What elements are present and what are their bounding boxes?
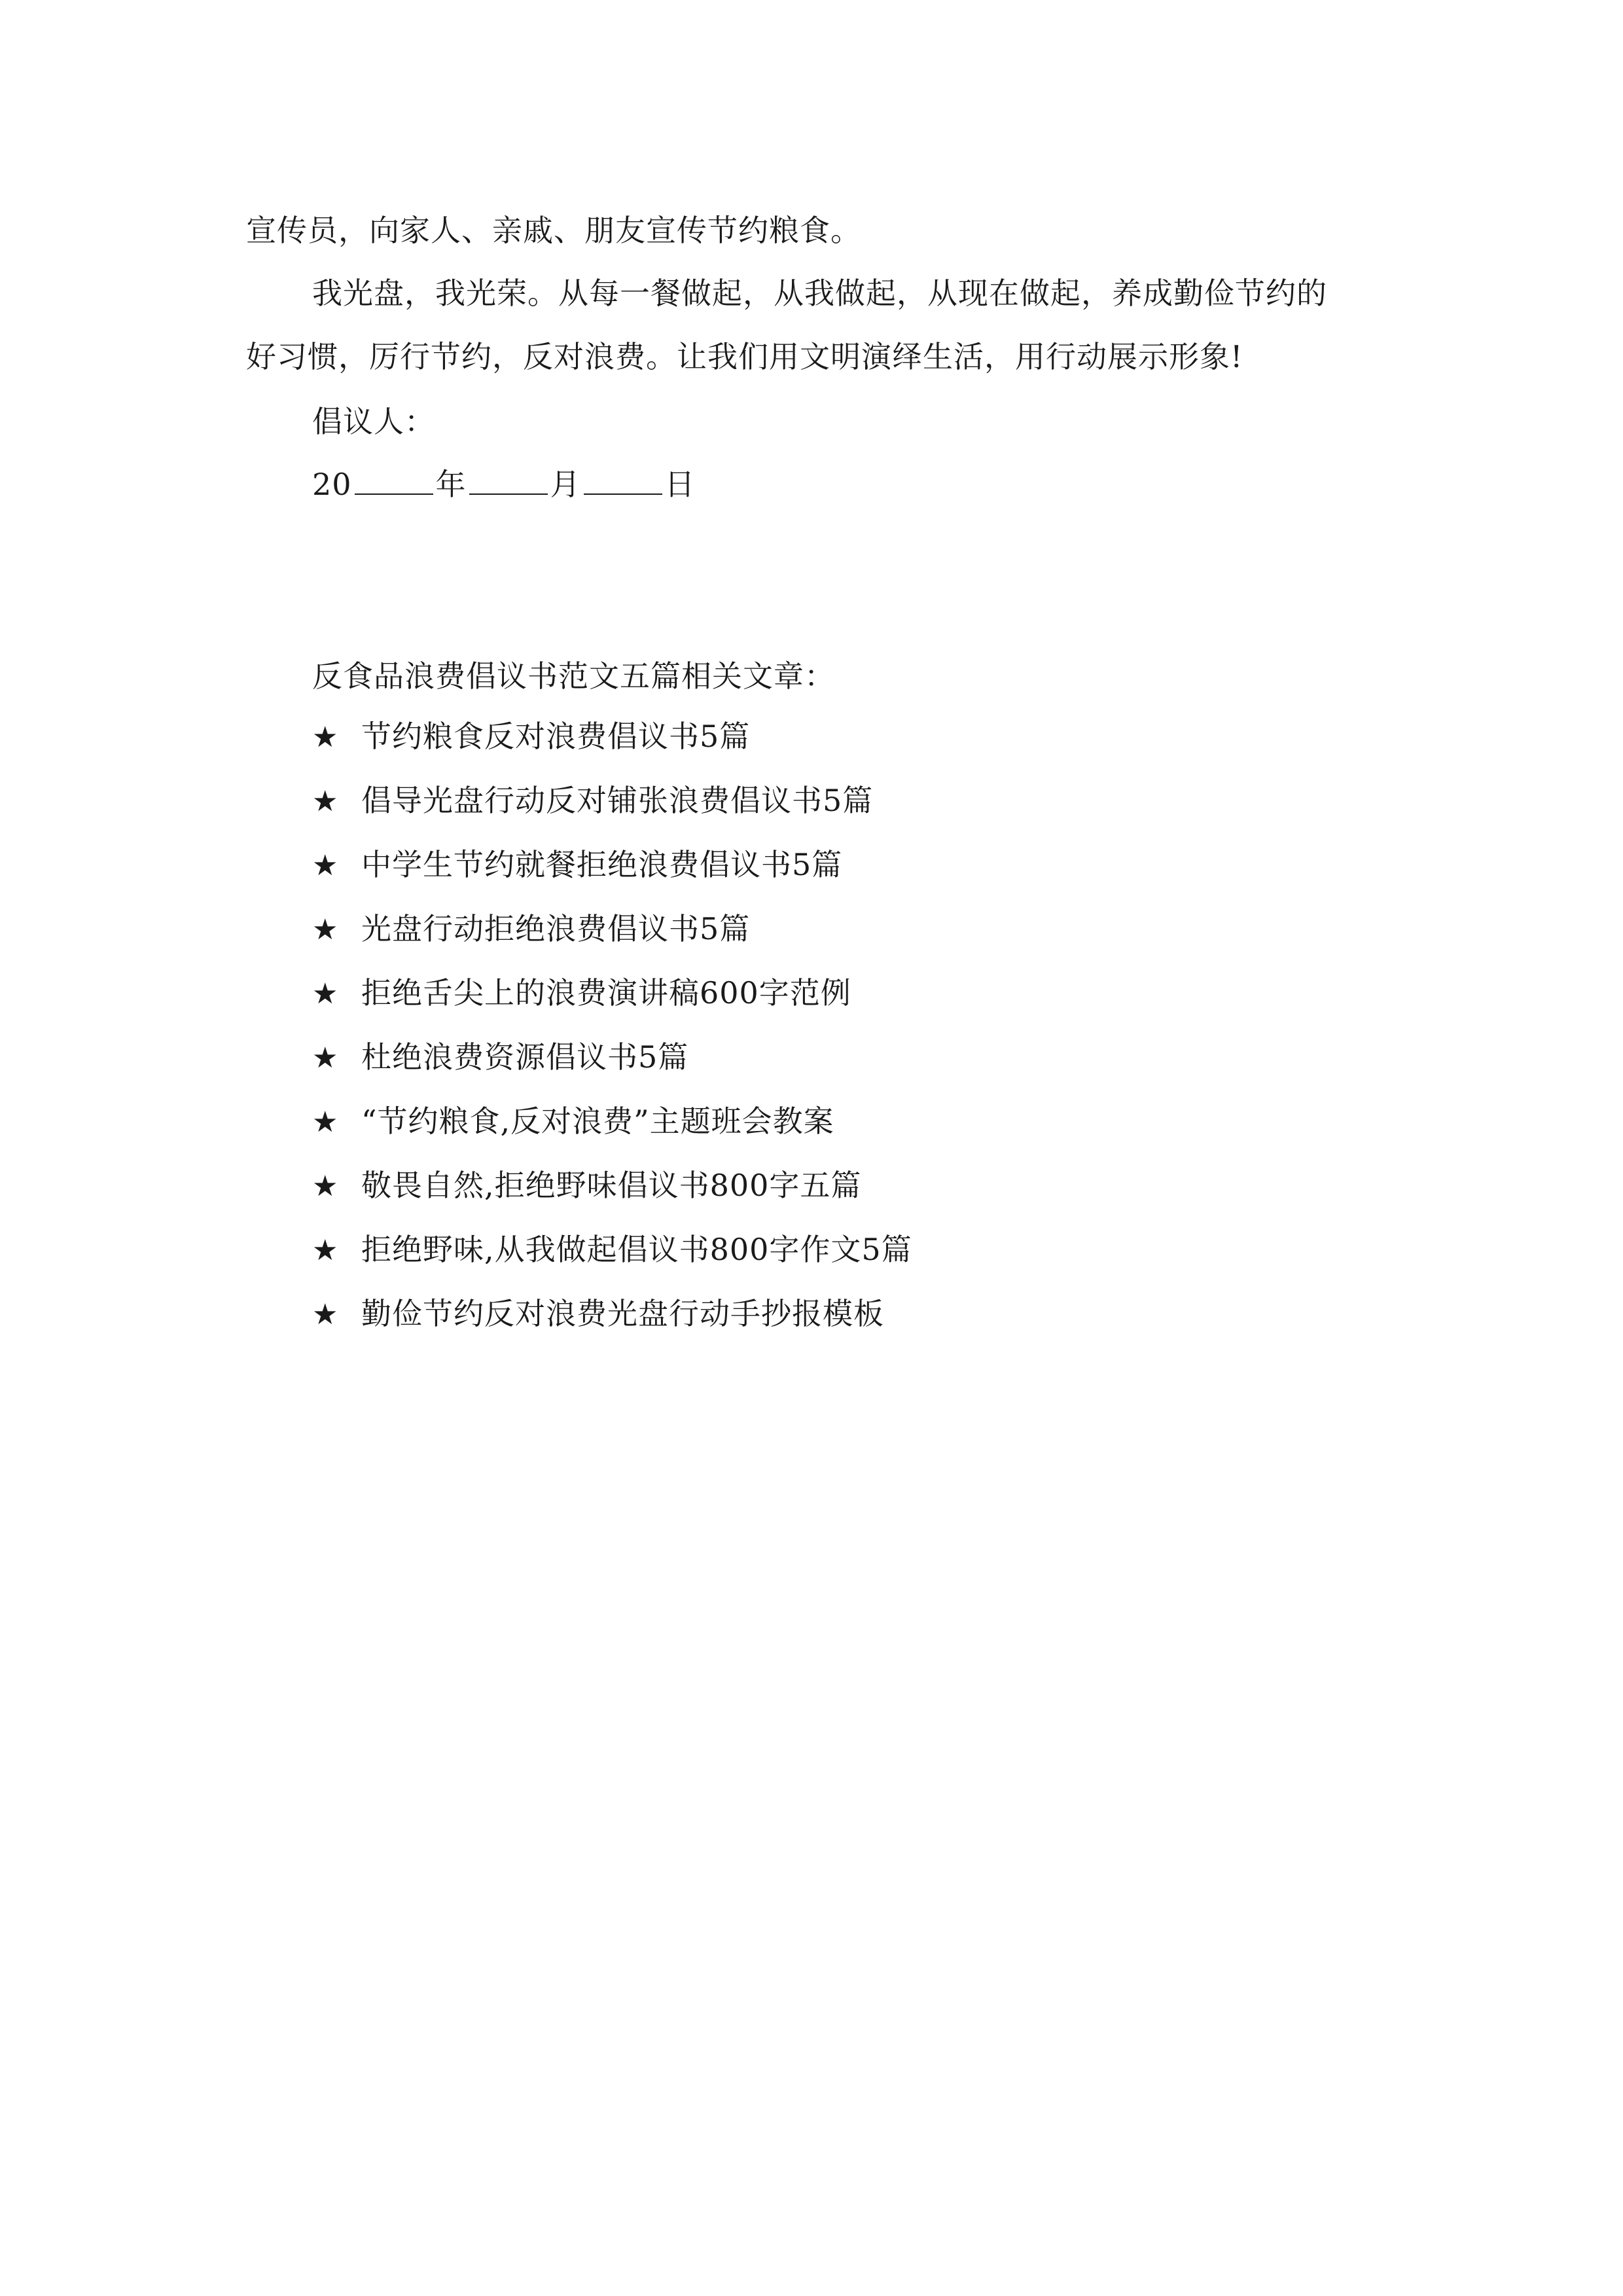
related-article-title: “节约粮食,反对浪费”主题班会教案 bbox=[361, 1103, 834, 1139]
related-article-title: 中学生节约就餐拒绝浪费倡议书5篇 bbox=[361, 847, 843, 882]
related-articles-list bbox=[312, 717, 912, 1358]
related-article-link[interactable] bbox=[312, 1166, 912, 1230]
month-blank bbox=[469, 465, 548, 495]
star-icon: ★ bbox=[312, 721, 339, 754]
star-icon: ★ bbox=[312, 1170, 339, 1203]
star-icon: ★ bbox=[312, 1041, 339, 1075]
related-article-title: 光盘行动拒绝浪费倡议书5篇 bbox=[361, 911, 751, 946]
year-blank bbox=[355, 465, 433, 495]
related-article-link[interactable] bbox=[312, 1037, 912, 1102]
date-prefix: 20 bbox=[312, 467, 352, 502]
star-icon: ★ bbox=[312, 977, 339, 1011]
related-article-title: 敬畏自然,拒绝野味倡议书800字五篇 bbox=[361, 1168, 862, 1203]
paragraph-continuation: 宣传员，向家人、亲戚、朋友宣传节约粮食。 bbox=[246, 213, 861, 248]
signer-label: 倡议人： bbox=[312, 404, 435, 439]
related-article-title: 节约粮食反对浪费倡议书5篇 bbox=[361, 719, 751, 754]
related-article-title: 拒绝舌尖上的浪费演讲稿600字范例 bbox=[361, 975, 851, 1011]
star-icon: ★ bbox=[312, 849, 339, 882]
related-article-link[interactable] bbox=[312, 973, 912, 1037]
date-line bbox=[312, 465, 696, 504]
related-article-title: 倡导光盘行动反对铺张浪费倡议书5篇 bbox=[361, 783, 874, 818]
related-article-link[interactable] bbox=[312, 845, 912, 909]
star-icon: ★ bbox=[312, 1298, 339, 1331]
star-icon: ★ bbox=[312, 1105, 339, 1139]
date-month: 月 bbox=[550, 467, 581, 502]
related-article-link[interactable] bbox=[312, 1230, 912, 1294]
paragraph-line: 我光盘，我光荣。从每一餐做起，从我做起，从现在做起，养成勤俭节约的 bbox=[312, 276, 1327, 311]
star-icon: ★ bbox=[312, 785, 339, 818]
related-article-link[interactable] bbox=[312, 909, 912, 973]
related-article-title: 拒绝野味,从我做起倡议书800字作文5篇 bbox=[361, 1232, 912, 1267]
date-year: 年 bbox=[435, 467, 467, 502]
date-day: 日 bbox=[664, 467, 696, 502]
related-article-link[interactable] bbox=[312, 1294, 912, 1358]
paragraph-line: 好习惯，厉行节约，反对浪费。让我们用文明演绎生活，用行动展示形象! bbox=[246, 339, 1243, 374]
day-blank bbox=[584, 465, 662, 495]
star-icon: ★ bbox=[312, 913, 339, 946]
related-article-link[interactable] bbox=[312, 781, 912, 845]
related-heading: 反食品浪费倡议书范文五篇相关文章： bbox=[312, 658, 835, 694]
related-article-title: 勤俭节约反对浪费光盘行动手抄报模板 bbox=[361, 1296, 884, 1331]
related-article-link[interactable] bbox=[312, 717, 912, 781]
related-article-title: 杜绝浪费资源倡议书5篇 bbox=[361, 1039, 689, 1075]
related-article-link[interactable] bbox=[312, 1102, 912, 1166]
star-icon: ★ bbox=[312, 1234, 339, 1267]
